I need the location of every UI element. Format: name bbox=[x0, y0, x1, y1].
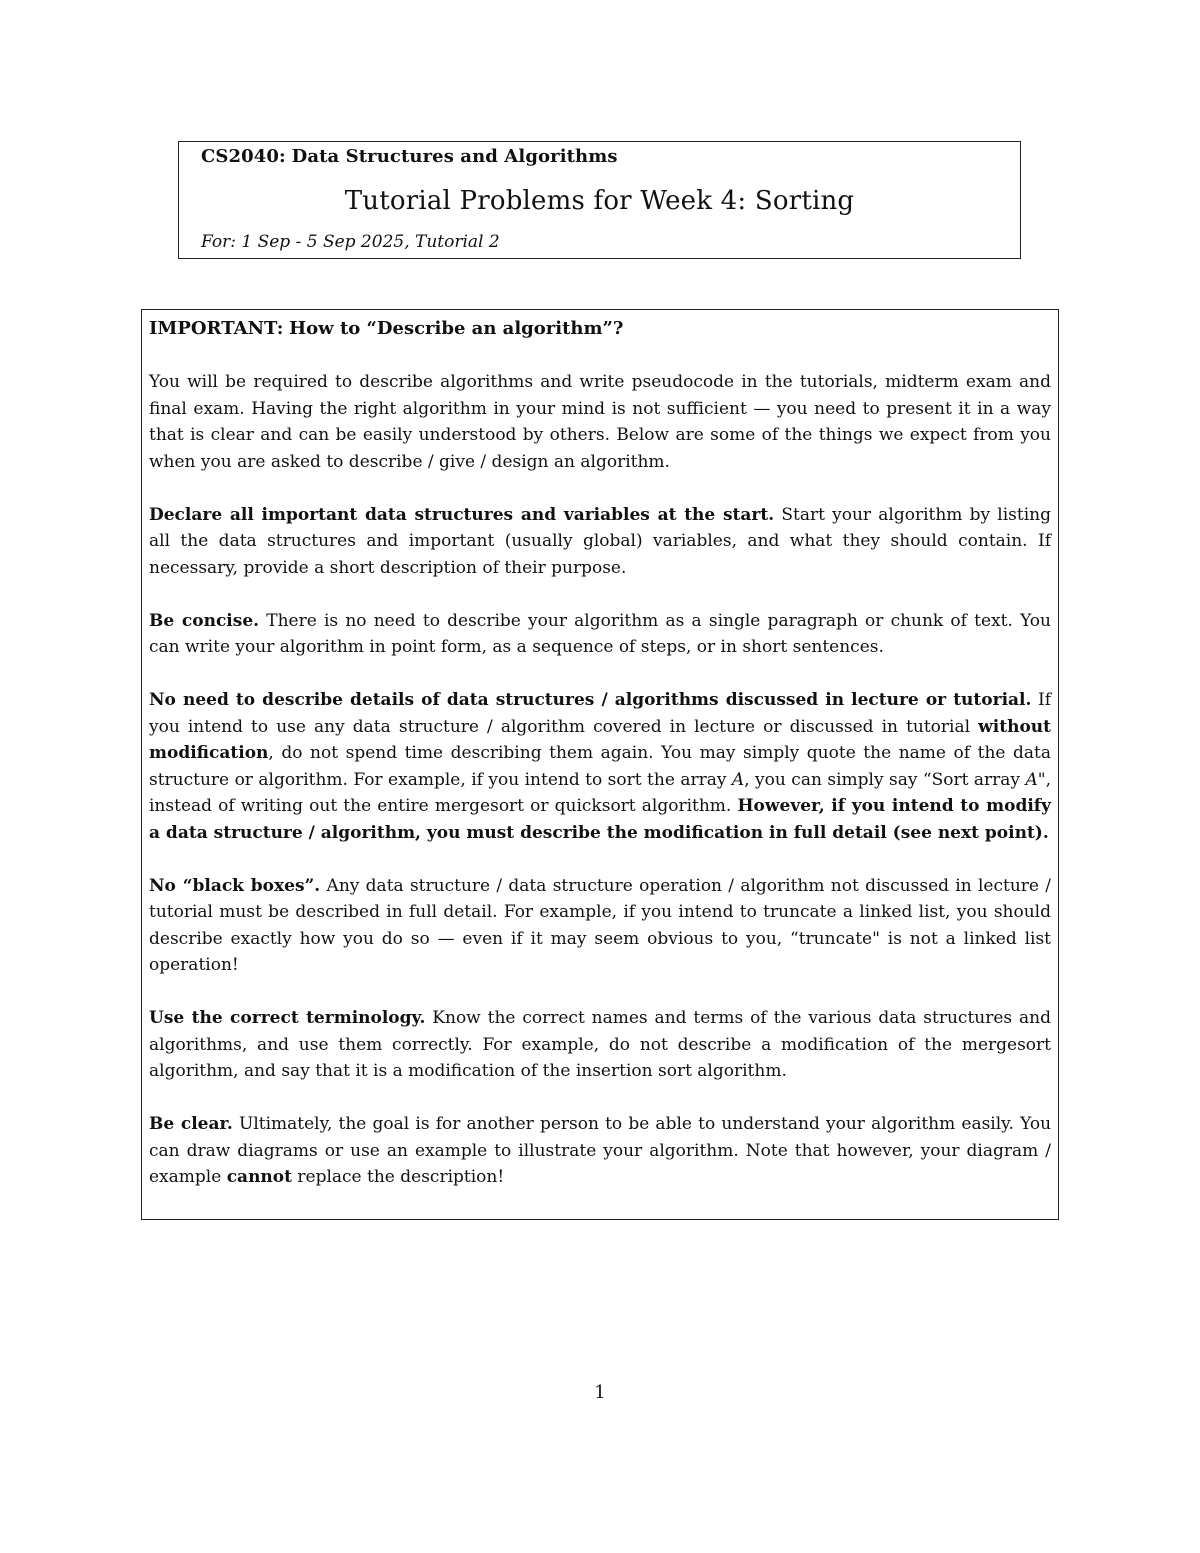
guideline-concise-body: There is no need to describe your algorithm as a single paragraph or chunk of text. You can write your algorithm in point form, as a sequence of steps, or in short sentences. bbox=[149, 610, 1051, 657]
guideline-declare-title: Declare all important data structures and variables at the start. bbox=[149, 504, 775, 525]
course-name: Data Structures and Algorithms bbox=[291, 146, 618, 167]
array-variable-a-quoted: A bbox=[1025, 769, 1038, 790]
sheet-dates: For: 1 Sep - 5 Sep 2025, Tutorial 2 bbox=[201, 232, 500, 252]
guideline-terminology bbox=[149, 1005, 1051, 1085]
guideline-clear-emphasis: cannot bbox=[226, 1167, 292, 1187]
guideline-no-details-body-3: , you can simply say “Sort array bbox=[744, 769, 1021, 790]
guideline-clear-body-1: Ultimately, the goal is for another person to be able to understand your algorithm easily. You can draw diagrams or use an example to illustrate your algorithm. Note that however, your diagram / example bbox=[149, 1114, 1052, 1187]
algorithm-guidelines-box bbox=[141, 309, 1059, 1220]
guideline-black-boxes-body: Any data structure / data structure operation / algorithm not discussed in lecture / tutorial must be described in full detail. For example, if you intend to truncate a linked list, you should describe exactly how you do so — even if it may seem obvious to you, “truncate" is not a linked list operation! bbox=[149, 875, 1052, 975]
page-number: 1 bbox=[594, 1382, 606, 1403]
guideline-black-boxes-title: No “black boxes”. bbox=[149, 875, 321, 896]
guideline-no-details-emphasis-2: However, if you intend to modify a data structure / algorithm, you must describe the modification in full detail (see next point). bbox=[149, 796, 1051, 843]
guideline-terminology-body: Know the correct names and terms of the various data structures and algorithms, and use them correctly. For example, do not describe a modification of the mergesort algorithm, and say that it is a modification of the insertion sort algorithm. bbox=[149, 1008, 1052, 1081]
sheet-title: Tutorial Problems for Week 4: Sorting bbox=[344, 186, 855, 216]
guideline-no-details-emphasis-1: without modification bbox=[149, 716, 1052, 763]
guideline-no-details-title: No need to describe details of data structures / algorithms discussed in lecture or tutorial. bbox=[149, 690, 1032, 710]
heading-question: How to “Describe an algorithm”? bbox=[289, 318, 624, 339]
guideline-declare bbox=[149, 502, 1051, 582]
course-line bbox=[201, 146, 618, 167]
guideline-clear-title: Be clear. bbox=[149, 1114, 233, 1134]
guideline-concise bbox=[149, 608, 1051, 661]
array-variable-a: A bbox=[731, 769, 745, 790]
guideline-clear bbox=[149, 1111, 1051, 1191]
course-code: CS2040: bbox=[201, 146, 286, 167]
guidelines-intro: You will be required to describe algorithms and write pseudocode in the tutorials, midterm exam and final exam. Having the right algorithm in your mind is not sufficient — you need to present it in a way that is clear and can be easily understood by others. Below are some of the things we expect from you when you are asked to describe / give / design an algorithm. bbox=[149, 372, 1051, 472]
heading-important: IMPORTANT: bbox=[149, 318, 284, 339]
guideline-concise-title: Be concise. bbox=[149, 610, 260, 631]
guideline-declare-body: Start your algorithm by listing all the data structures and important (usually global) variables, and what they should contain. If necessary, provide a short description of their purpose. bbox=[149, 504, 1052, 578]
guideline-no-details bbox=[149, 687, 1051, 846]
guideline-no-details-body-4: ", instead of writing out the entire mergesort or quicksort algorithm. bbox=[149, 769, 1051, 816]
guideline-no-details-body-1: If you intend to use any data structure / algorithm covered in lecture or discussed in tutorial bbox=[149, 690, 1052, 737]
guideline-terminology-title: Use the correct terminology. bbox=[149, 1008, 426, 1028]
guideline-no-details-body-2: , do not spend time describing them again. You may simply quote the name of the data structure or algorithm. For example, if you intend to sort the array bbox=[149, 743, 1051, 790]
guideline-black-boxes bbox=[149, 873, 1051, 979]
course-header-box bbox=[178, 141, 1021, 259]
guidelines-heading bbox=[149, 316, 1051, 343]
guideline-clear-body-2: replace the description! bbox=[297, 1167, 505, 1187]
